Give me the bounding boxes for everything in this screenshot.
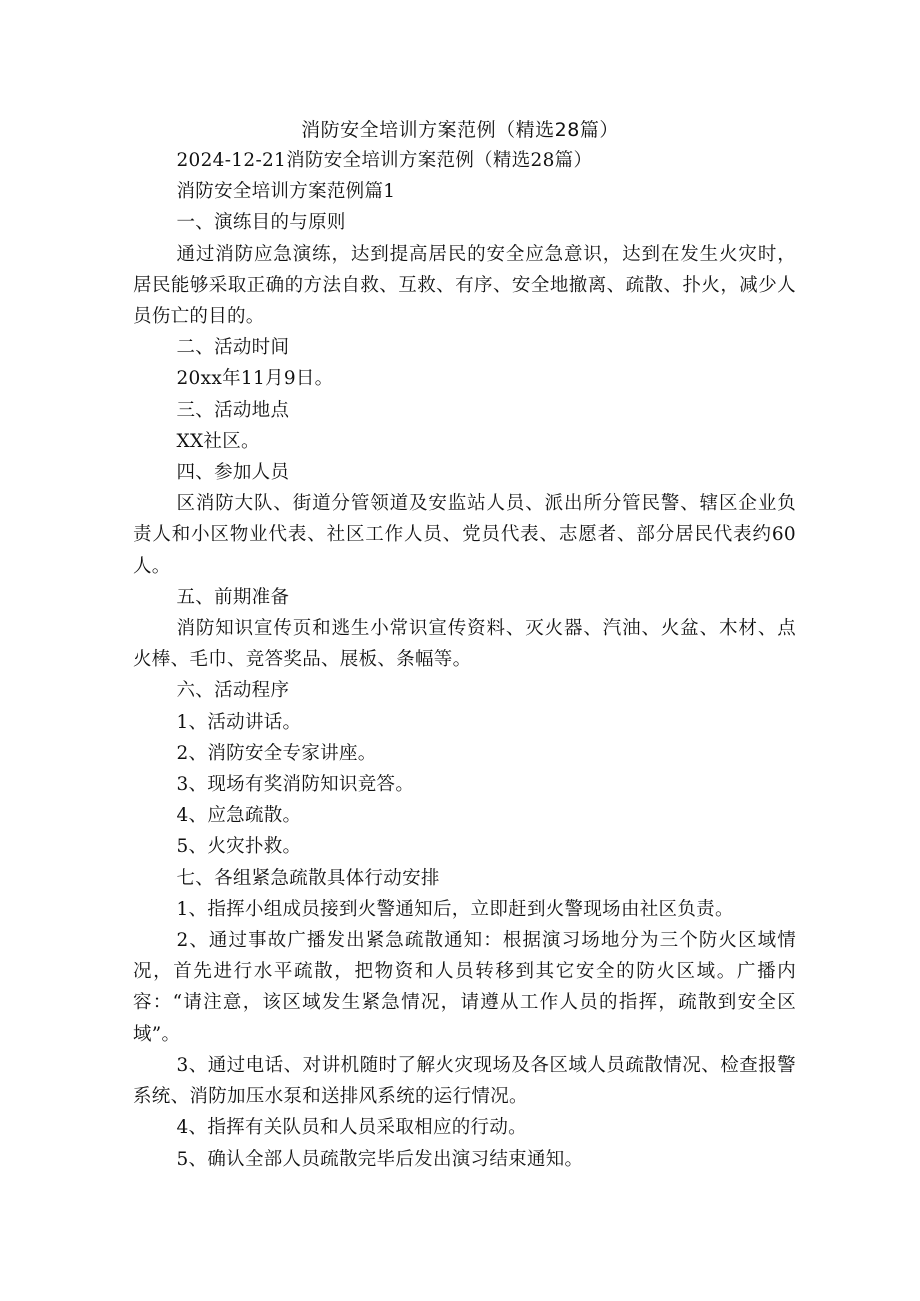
heading-program: 六、活动程序	[176, 680, 290, 702]
heading-participants: 四、参加人员	[176, 462, 290, 484]
program-item: 2、消防安全专家讲座。	[176, 742, 377, 764]
paragraph-preparation: 消防知识宣传页和逃生小常识宣传资料、灭火器、汽油、火盆、木材、点火棒、毛巾、竞答奖品、展板、条幅等。	[133, 618, 796, 671]
evacuation-item: 4、指挥有关队员和人员采取相应的行动。	[176, 1117, 527, 1139]
evacuation-item: 1、指挥小组成员接到火警通知后，立即赶到火警现场由社区负责。	[176, 898, 734, 920]
program-item: 5、火灾扑救。	[176, 836, 302, 858]
document-body	[133, 145, 796, 1175]
section-heading: 消防安全培训方案范例篇1	[176, 181, 396, 203]
heading-evacuation: 七、各组紧急疏散具体行动安排	[176, 867, 440, 889]
heading-preparation: 五、前期准备	[176, 586, 290, 608]
paragraph-purpose: 通过消防应急演练，达到提高居民的安全应急意识，达到在发生火灾时，居民能够采取正确的方法自救、互救、有序、安全地撤离、疏散、扑火，减少人员伤亡的目的。	[133, 243, 796, 328]
evacuation-item: 3、通过电话、对讲机随时了解火灾现场及各区域人员疏散情况、检查报警系统、消防加压水泵和送排风系统的运行情况。	[133, 1054, 796, 1108]
document-title: 消防安全培训方案范例（精选28篇）	[301, 119, 619, 141]
heading-time: 二、活动时间	[176, 337, 290, 359]
paragraph-location: XX社区。	[176, 430, 260, 452]
program-item: 3、现场有奖消防知识竞答。	[176, 774, 415, 796]
evacuation-item: 5、确认全部人员疏散完毕后发出演习结束通知。	[176, 1148, 584, 1170]
date-line: 2024-12-21消防安全培训方案范例（精选28篇）	[176, 150, 593, 171]
heading-location: 三、活动地点	[176, 399, 290, 421]
heading-purpose: 一、演练目的与原则	[176, 212, 346, 234]
evacuation-item: 2、通过事故广播发出紧急疏散通知：根据演习场地分为三个防火区域情况，首先进行水平疏散，把物资和人员转移到其它安全的防火区域。广播内容：“请注意，该区域发生紧急情况，请遵从工作人员的指挥，疏散到安全区域”。	[133, 930, 796, 1045]
program-item: 1、活动讲话。	[176, 711, 302, 733]
paragraph-participants: 区消防大队、街道分管领道及安监站人员、派出所分管民警、辖区企业负责人和小区物业代表、社区工作人员、党员代表、志愿者、部分居民代表约60人。	[133, 493, 796, 577]
program-item: 4、应急疏散。	[176, 805, 302, 827]
paragraph-time: 20xx年11月9日。	[176, 368, 334, 390]
